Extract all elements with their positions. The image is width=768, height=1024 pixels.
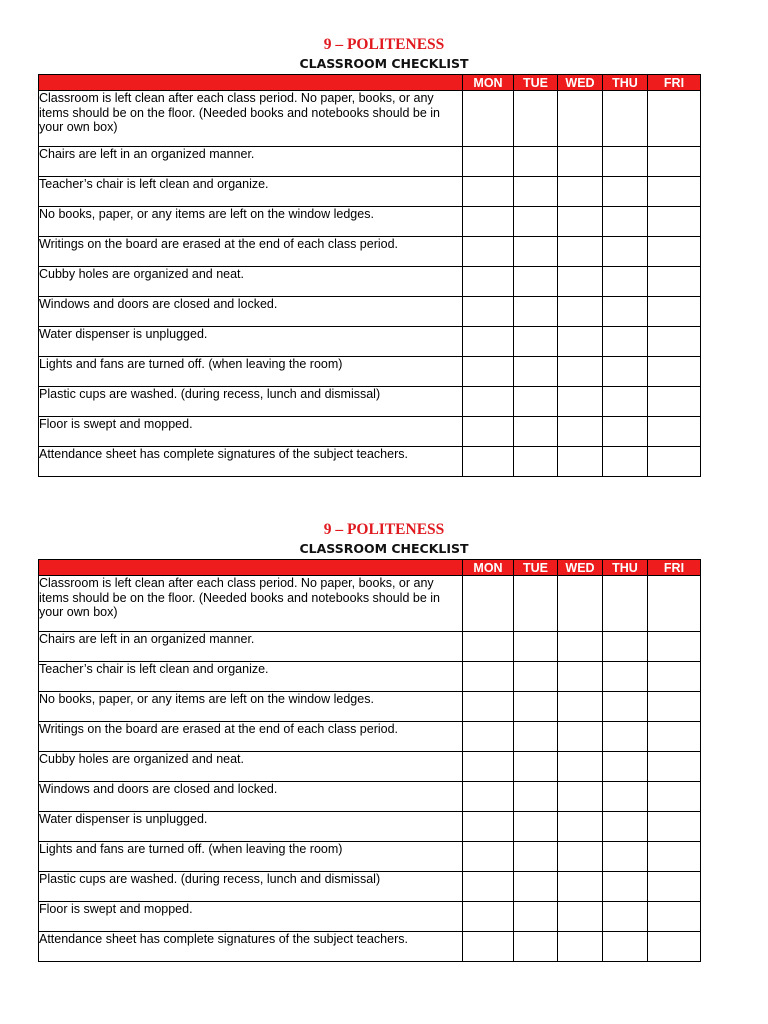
check-box-mon[interactable] (463, 357, 514, 387)
check-box-thu[interactable] (603, 267, 648, 297)
check-box-wed[interactable] (558, 632, 603, 662)
checklist-item-text: Classroom is left clean after each class period. No paper, books, or any items should be on the floor. (Needed books and notebooks should be in your own box) (39, 576, 463, 632)
check-box-thu[interactable] (603, 812, 648, 842)
check-box-wed[interactable] (558, 722, 603, 752)
check-box-tue[interactable] (514, 447, 558, 477)
check-box-wed[interactable] (558, 812, 603, 842)
check-box-fri[interactable] (648, 872, 701, 902)
check-box-thu[interactable] (603, 932, 648, 962)
check-box-tue[interactable] (514, 722, 558, 752)
day-header-tue: TUE (514, 560, 558, 576)
check-box-thu[interactable] (603, 902, 648, 932)
checklist-item-text: Teacher’s chair is left clean and organize. (39, 177, 463, 207)
checklist-row (39, 387, 701, 417)
check-box-mon[interactable] (463, 207, 514, 237)
checklist-table (38, 559, 701, 962)
checklist-row (39, 932, 701, 962)
checklist-item-text: Writings on the board are erased at the end of each class period. (39, 237, 463, 267)
check-box-fri[interactable] (648, 91, 701, 147)
checklist-item-text: Chairs are left in an organized manner. (39, 147, 463, 177)
check-box-mon[interactable] (463, 782, 514, 812)
check-box-wed[interactable] (558, 576, 603, 632)
day-header-thu: THU (603, 560, 648, 576)
check-box-mon[interactable] (463, 327, 514, 357)
check-box-fri[interactable] (648, 722, 701, 752)
check-box-fri[interactable] (648, 632, 701, 662)
check-box-tue[interactable] (514, 417, 558, 447)
check-box-wed[interactable] (558, 782, 603, 812)
check-box-wed[interactable] (558, 357, 603, 387)
check-box-tue[interactable] (514, 632, 558, 662)
check-box-mon[interactable] (463, 267, 514, 297)
check-box-fri[interactable] (648, 177, 701, 207)
day-header-mon: MON (463, 560, 514, 576)
checklist-subtitle: CLASSROOM CHECKLIST (299, 541, 469, 556)
check-box-wed[interactable] (558, 842, 603, 872)
check-box-thu[interactable] (603, 752, 648, 782)
check-box-tue[interactable] (514, 842, 558, 872)
check-box-wed[interactable] (558, 297, 603, 327)
check-box-thu[interactable] (603, 147, 648, 177)
check-box-mon[interactable] (463, 632, 514, 662)
checklist-item-text: Windows and doors are closed and locked. (39, 782, 463, 812)
check-box-mon[interactable] (463, 237, 514, 267)
checklist-item-text: Lights and fans are turned off. (when leaving the room) (39, 357, 463, 387)
check-box-fri[interactable] (648, 417, 701, 447)
checklist-item-text: Classroom is left clean after each class period. No paper, books, or any items should be on the floor. (Needed books and notebooks should be in your own box) (39, 91, 463, 147)
check-box-fri[interactable] (648, 327, 701, 357)
check-box-thu[interactable] (603, 722, 648, 752)
checklist-row (39, 447, 701, 477)
check-box-mon[interactable] (463, 576, 514, 632)
check-box-wed[interactable] (558, 417, 603, 447)
checklist-row (39, 417, 701, 447)
check-box-mon[interactable] (463, 297, 514, 327)
check-box-fri[interactable] (648, 237, 701, 267)
check-box-mon[interactable] (463, 177, 514, 207)
check-box-tue[interactable] (514, 297, 558, 327)
check-box-tue[interactable] (514, 932, 558, 962)
day-header-fri: FRI (648, 75, 701, 91)
check-box-thu[interactable] (603, 237, 648, 267)
checklist-item-text: Lights and fans are turned off. (when leaving the room) (39, 842, 463, 872)
checklist-item-text: Plastic cups are washed. (during recess, lunch and dismissal) (39, 387, 463, 417)
checklist-row (39, 722, 701, 752)
check-box-fri[interactable] (648, 692, 701, 722)
checklist-item-text: Water dispenser is unplugged. (39, 812, 463, 842)
check-box-wed[interactable] (558, 91, 603, 147)
check-box-fri[interactable] (648, 357, 701, 387)
checklist-item-text: No books, paper, or any items are left on the window ledges. (39, 692, 463, 722)
checklist-table (38, 74, 701, 477)
check-box-wed[interactable] (558, 692, 603, 722)
check-box-mon[interactable] (463, 662, 514, 692)
check-box-thu[interactable] (603, 177, 648, 207)
checklist-body (39, 560, 701, 962)
check-box-wed[interactable] (558, 872, 603, 902)
check-box-thu[interactable] (603, 576, 648, 632)
checklist-row (39, 177, 701, 207)
check-box-wed[interactable] (558, 662, 603, 692)
checklist-row (39, 91, 701, 147)
day-header-tue: TUE (514, 75, 558, 91)
day-header-mon: MON (463, 75, 514, 91)
checklist-row (39, 902, 701, 932)
check-box-tue[interactable] (514, 237, 558, 267)
check-box-wed[interactable] (558, 177, 603, 207)
check-box-wed[interactable] (558, 327, 603, 357)
check-box-tue[interactable] (514, 91, 558, 147)
checklist-row (39, 357, 701, 387)
check-box-tue[interactable] (514, 872, 558, 902)
check-box-tue[interactable] (514, 147, 558, 177)
check-box-mon[interactable] (463, 91, 514, 147)
checklist-row (39, 752, 701, 782)
check-box-thu[interactable] (603, 782, 648, 812)
check-box-thu[interactable] (603, 447, 648, 477)
check-box-mon[interactable] (463, 842, 514, 872)
checklist-subtitle: CLASSROOM CHECKLIST (299, 56, 469, 71)
checklist-row (39, 692, 701, 722)
checklist-item-text: Plastic cups are washed. (during recess, lunch and dismissal) (39, 872, 463, 902)
header-row (39, 560, 701, 576)
check-box-tue[interactable] (514, 267, 558, 297)
check-box-thu[interactable] (603, 327, 648, 357)
checklist-item-text: Attendance sheet has complete signatures of the subject teachers. (39, 447, 463, 477)
header-item-cell (39, 75, 463, 91)
check-box-fri[interactable] (648, 842, 701, 872)
day-header-fri: FRI (648, 560, 701, 576)
check-box-tue[interactable] (514, 812, 558, 842)
check-box-mon[interactable] (463, 752, 514, 782)
checklist-item-text: Floor is swept and mopped. (39, 902, 463, 932)
checklist-row (39, 147, 701, 177)
check-box-wed[interactable] (558, 207, 603, 237)
checklist-row (39, 842, 701, 872)
checklist-item-text: Writings on the board are erased at the end of each class period. (39, 722, 463, 752)
check-box-wed[interactable] (558, 932, 603, 962)
checklist-row (39, 237, 701, 267)
checklist-item-text: Windows and doors are closed and locked. (39, 297, 463, 327)
check-box-tue[interactable] (514, 177, 558, 207)
check-box-fri[interactable] (648, 267, 701, 297)
check-box-tue[interactable] (514, 387, 558, 417)
check-box-tue[interactable] (514, 327, 558, 357)
check-box-fri[interactable] (648, 447, 701, 477)
check-box-thu[interactable] (603, 872, 648, 902)
check-box-tue[interactable] (514, 782, 558, 812)
checklist-row (39, 782, 701, 812)
checklist-row (39, 812, 701, 842)
check-box-wed[interactable] (558, 147, 603, 177)
checklist-row (39, 632, 701, 662)
check-box-mon[interactable] (463, 812, 514, 842)
check-box-fri[interactable] (648, 576, 701, 632)
day-header-wed: WED (558, 75, 603, 91)
day-header-thu: THU (603, 75, 648, 91)
check-box-fri[interactable] (648, 932, 701, 962)
check-box-fri[interactable] (648, 207, 701, 237)
checklist-item-text: Cubby holes are organized and neat. (39, 267, 463, 297)
check-box-mon[interactable] (463, 147, 514, 177)
checklist-title: 9 – POLITENESS (323, 521, 445, 538)
check-box-mon[interactable] (463, 902, 514, 932)
check-box-fri[interactable] (648, 297, 701, 327)
checklist-item-text: Floor is swept and mopped. (39, 417, 463, 447)
check-box-thu[interactable] (603, 357, 648, 387)
checklist-row (39, 872, 701, 902)
header-item-cell (39, 560, 463, 576)
checklist-item-text: Cubby holes are organized and neat. (39, 752, 463, 782)
check-box-mon[interactable] (463, 692, 514, 722)
checklist-body (39, 75, 701, 477)
check-box-thu[interactable] (603, 842, 648, 872)
check-box-tue[interactable] (514, 662, 558, 692)
check-box-wed[interactable] (558, 387, 603, 417)
check-box-tue[interactable] (514, 902, 558, 932)
check-box-mon[interactable] (463, 417, 514, 447)
checklist-item-text: Chairs are left in an organized manner. (39, 632, 463, 662)
check-box-fri[interactable] (648, 147, 701, 177)
day-header-wed: WED (558, 560, 603, 576)
check-box-mon[interactable] (463, 722, 514, 752)
checklist-row (39, 576, 701, 632)
check-box-tue[interactable] (514, 692, 558, 722)
checklist-item-text: No books, paper, or any items are left on the window ledges. (39, 207, 463, 237)
check-box-fri[interactable] (648, 812, 701, 842)
check-box-mon[interactable] (463, 872, 514, 902)
checklist-item-text: Attendance sheet has complete signatures of the subject teachers. (39, 932, 463, 962)
check-box-thu[interactable] (603, 387, 648, 417)
check-box-wed[interactable] (558, 267, 603, 297)
checklist-title: 9 – POLITENESS (323, 36, 445, 53)
check-box-tue[interactable] (514, 207, 558, 237)
check-box-fri[interactable] (648, 387, 701, 417)
check-box-fri[interactable] (648, 662, 701, 692)
check-box-thu[interactable] (603, 207, 648, 237)
check-box-thu[interactable] (603, 91, 648, 147)
check-box-fri[interactable] (648, 902, 701, 932)
check-box-mon[interactable] (463, 387, 514, 417)
check-box-tue[interactable] (514, 752, 558, 782)
check-box-thu[interactable] (603, 297, 648, 327)
check-box-thu[interactable] (603, 662, 648, 692)
checklist-row (39, 267, 701, 297)
check-box-wed[interactable] (558, 902, 603, 932)
check-box-fri[interactable] (648, 752, 701, 782)
check-box-wed[interactable] (558, 752, 603, 782)
check-box-tue[interactable] (514, 576, 558, 632)
checklist-row (39, 297, 701, 327)
check-box-mon[interactable] (463, 932, 514, 962)
checklist-item-text: Water dispenser is unplugged. (39, 327, 463, 357)
checklist-row (39, 662, 701, 692)
checklist-row (39, 207, 701, 237)
checklist-row (39, 327, 701, 357)
check-box-thu[interactable] (603, 692, 648, 722)
check-box-wed[interactable] (558, 447, 603, 477)
check-box-thu[interactable] (603, 417, 648, 447)
check-box-wed[interactable] (558, 237, 603, 267)
checklist-item-text: Teacher’s chair is left clean and organize. (39, 662, 463, 692)
header-row (39, 75, 701, 91)
check-box-mon[interactable] (463, 447, 514, 477)
check-box-tue[interactable] (514, 357, 558, 387)
check-box-thu[interactable] (603, 632, 648, 662)
check-box-fri[interactable] (648, 782, 701, 812)
